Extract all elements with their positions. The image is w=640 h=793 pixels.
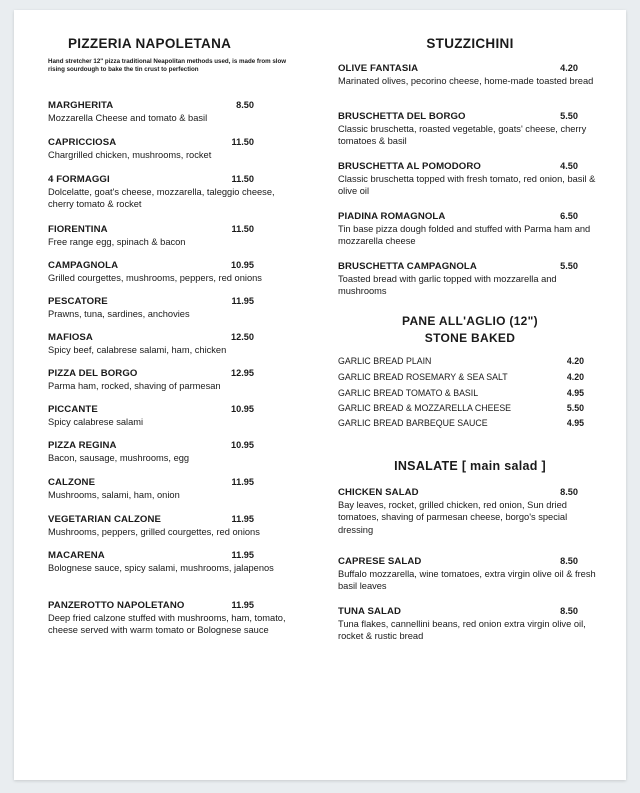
pane-menu-item (338, 418, 602, 428)
menu-item-row (48, 137, 254, 148)
menu-item-name: PICCANTE (48, 404, 98, 415)
menu-item-row (48, 440, 254, 451)
menu-item-row (48, 600, 254, 611)
stuzzichini-menu-item (338, 261, 602, 298)
insalate-menu-item (338, 606, 602, 643)
pizza-menu-item (48, 174, 298, 211)
menu-item-row (338, 111, 578, 122)
menu-item-name: VEGETARIAN CALZONE (48, 514, 162, 525)
menu-item-price: 12.95 (231, 368, 254, 378)
pizza-section-title: PIZZERIA NAPOLETANA (68, 36, 232, 51)
pizza-menu-item (48, 260, 298, 284)
menu-item-name: MACARENA (48, 550, 105, 561)
menu-item-description: Chargrilled chicken, mushrooms, rocket (48, 150, 212, 160)
stuzzichini-menu-item (338, 111, 602, 148)
menu-item-price: 5.50 (560, 111, 578, 121)
pane-section-subtitle: STONE BAKED (424, 331, 516, 345)
menu-item-row (48, 477, 254, 488)
pane-menu-item (338, 388, 602, 398)
menu-item-price: 6.50 (560, 211, 578, 221)
menu-item-description: Spicy calabrese salami (48, 417, 144, 427)
menu-item-name: PIADINA ROMAGNOLA (338, 211, 446, 222)
menu-item-row (48, 224, 254, 235)
menu-item-name: CHICKEN SALAD (338, 487, 419, 498)
menu-item-name: CAPRICCIOSA (48, 137, 117, 148)
menu-item-row (338, 606, 578, 617)
pizza-menu-item (48, 137, 298, 161)
menu-item-description: Classic bruschetta topped with fresh tomato, red onion, basil & olive oil (338, 174, 596, 197)
stuzzichini-menu-item (338, 63, 602, 87)
pizza-menu-item (48, 368, 298, 392)
menu-item-description: Classic bruschetta, roasted vegetable, goats' cheese, cherry tomatoes & basil (338, 124, 587, 147)
menu-item-description: Marinated olives, pecorino cheese, home-made toasted bread (338, 76, 594, 86)
menu-item-name: GARLIC BREAD TOMATO & BASIL (338, 388, 479, 398)
menu-item-name: TUNA SALAD (338, 606, 401, 617)
menu-item-name: FIORENTINA (48, 224, 108, 235)
menu-item-description: Prawns, tuna, sardines, anchovies (48, 309, 190, 319)
menu-item-description: Bay leaves, rocket, grilled chicken, red onion, Sun dried tomatoes, shaving of parmesan cheese, borgo's special dressing (338, 500, 568, 535)
menu-item-name: BRUSCHETTA CAMPAGNOLA (338, 261, 477, 272)
menu-item-price: 8.50 (560, 487, 578, 497)
menu-item-name: PESCATORE (48, 296, 108, 307)
menu-item-description: Free range egg, spinach & bacon (48, 237, 186, 247)
menu-item-price: 4.50 (560, 161, 578, 171)
menu-item-price: 12.50 (231, 332, 254, 342)
menu-item-description: Deep fried calzone stuffed with mushrooms, ham, tomato, cheese served with warm tomato or Bolognese sauce (48, 613, 286, 636)
menu-item-price: 5.50 (566, 403, 584, 413)
menu-item-row (338, 211, 578, 222)
menu-item-price: 11.50 (231, 174, 254, 184)
menu-item-row (338, 161, 578, 172)
menu-item-description: Bacon, sausage, mushrooms, egg (48, 453, 190, 463)
menu-item-description: Toasted bread with garlic topped with mozzarella and mushrooms (338, 274, 557, 297)
menu-item-price: 10.95 (231, 404, 254, 414)
menu-item-name: GARLIC BREAD BARBEQUE SAUCE (338, 418, 488, 428)
menu-item-price: 11.95 (231, 296, 254, 306)
menu-item-name: BRUSCHETTA AL POMODORO (338, 161, 481, 172)
menu-item-description: Bolognese sauce, spicy salami, mushrooms, jalapenos (48, 563, 274, 573)
insalate-section-title: INSALATE [ main salad ] (394, 459, 546, 473)
menu-item-price: 4.20 (566, 356, 584, 366)
menu-item-row (338, 487, 578, 498)
stuzzichini-menu-item (338, 211, 602, 248)
pane-menu-item (338, 356, 602, 366)
menu-item-price: 11.95 (231, 550, 254, 560)
menu-item-row (338, 388, 584, 398)
menu-item-description: Mushrooms, salami, ham, onion (48, 490, 180, 500)
menu-item-price: 10.95 (231, 440, 254, 450)
menu-item-name: GARLIC BREAD & MOZZARELLA CHEESE (338, 403, 512, 413)
pizza-menu-item (48, 100, 298, 124)
menu-item-description: Tuna flakes, cannellini beans, red onion extra virgin olive oil, rocket & rustic bread (338, 619, 586, 642)
pizza-menu-item (48, 404, 298, 428)
pizza-menu-item (48, 600, 298, 637)
menu-item-name: CALZONE (48, 477, 96, 488)
pizza-menu-item (48, 224, 298, 248)
menu-item-row (48, 296, 254, 307)
menu-item-name: CAMPAGNOLA (48, 260, 119, 271)
menu-item-name: PIZZA DEL BORGO (48, 368, 138, 379)
menu-item-description: Tin base pizza dough folded and stuffed with Parma ham and mozzarella cheese (338, 224, 591, 247)
menu-item-price: 4.20 (560, 63, 578, 73)
menu-item-name: MAFIOSA (48, 332, 93, 343)
pane-menu-item (338, 372, 602, 382)
menu-item-price: 5.50 (560, 261, 578, 271)
stuzzichini-section-title: STUZZICHINI (426, 36, 514, 51)
menu-item-description: Dolcelatte, goat's cheese, mozzarella, taleggio cheese, cherry tomato & rocket (48, 187, 275, 210)
menu-item-description: Spicy beef, calabrese salami, ham, chicken (48, 345, 227, 355)
menu-item-name: MARGHERITA (48, 100, 114, 111)
menu-item-row (48, 404, 254, 415)
pizza-menu-item (48, 440, 298, 464)
menu-page (14, 10, 626, 780)
menu-item-name: BRUSCHETTA DEL BORGO (338, 111, 466, 122)
menu-item-row (48, 368, 254, 379)
menu-item-price: 8.50 (560, 606, 578, 616)
menu-item-name: GARLIC BREAD PLAIN (338, 356, 432, 366)
pizza-menu-item (48, 477, 298, 501)
menu-item-row (48, 332, 254, 343)
menu-item-price: 11.95 (231, 600, 254, 610)
menu-item-price: 4.95 (566, 388, 584, 398)
pizza-menu-item (48, 514, 298, 538)
menu-item-row (338, 403, 584, 413)
menu-item-description: Mushrooms, peppers, grilled courgettes, red onions (48, 527, 260, 537)
menu-item-row (48, 100, 254, 111)
menu-item-row (338, 261, 578, 272)
menu-item-name: PANZEROTTO NAPOLETANO (48, 600, 185, 611)
menu-item-name: CAPRESE SALAD (338, 556, 422, 567)
menu-item-description: Buffalo mozzarella, wine tomatoes, extra virgin olive oil & fresh basil leaves (338, 569, 596, 592)
insalate-menu-item (338, 487, 602, 536)
menu-item-name: GARLIC BREAD ROSEMARY & SEA SALT (338, 372, 508, 382)
pane-menu-item (338, 403, 602, 413)
menu-item-price: 11.50 (231, 137, 254, 147)
menu-item-row (48, 514, 254, 525)
pizza-menu-item (48, 550, 298, 574)
menu-item-row (338, 372, 584, 382)
menu-item-price: 4.20 (566, 372, 584, 382)
menu-item-row (338, 556, 578, 567)
menu-item-name: 4 FORMAGGI (48, 174, 110, 185)
menu-item-price: 4.95 (566, 418, 584, 428)
menu-item-price: 11.95 (231, 477, 254, 487)
menu-item-name: PIZZA REGINA (48, 440, 117, 451)
menu-item-description: Grilled courgettes, mushrooms, peppers, red onions (48, 273, 262, 283)
pizza-menu-item (48, 332, 298, 356)
menu-item-row (338, 63, 578, 74)
menu-item-row (338, 418, 584, 428)
menu-item-row (48, 550, 254, 561)
menu-item-price: 8.50 (560, 556, 578, 566)
stuzzichini-menu-item (338, 161, 602, 198)
menu-item-row (48, 174, 254, 185)
menu-item-description: Parma ham, rocked, shaving of parmesan (48, 381, 221, 391)
menu-item-name: OLIVE FANTASIA (338, 63, 419, 74)
insalate-menu-item (338, 556, 602, 593)
menu-item-price: 10.95 (231, 260, 254, 270)
menu-item-description: Mozzarella Cheese and tomato & basil (48, 113, 208, 123)
menu-item-price: 11.95 (231, 514, 254, 524)
menu-item-price: 11.50 (231, 224, 254, 234)
pizza-intro: Hand stretcher 12" pizza traditional Neapolitan methods used, is made from slow rising sourdough to bake the tin crust to perfection (48, 58, 287, 73)
menu-item-price: 8.50 (236, 100, 254, 110)
pane-section-title: PANE ALL'AGLIO (12") (402, 314, 538, 328)
menu-item-row (338, 356, 584, 366)
menu-item-row (48, 260, 254, 271)
pizza-menu-item (48, 296, 298, 320)
